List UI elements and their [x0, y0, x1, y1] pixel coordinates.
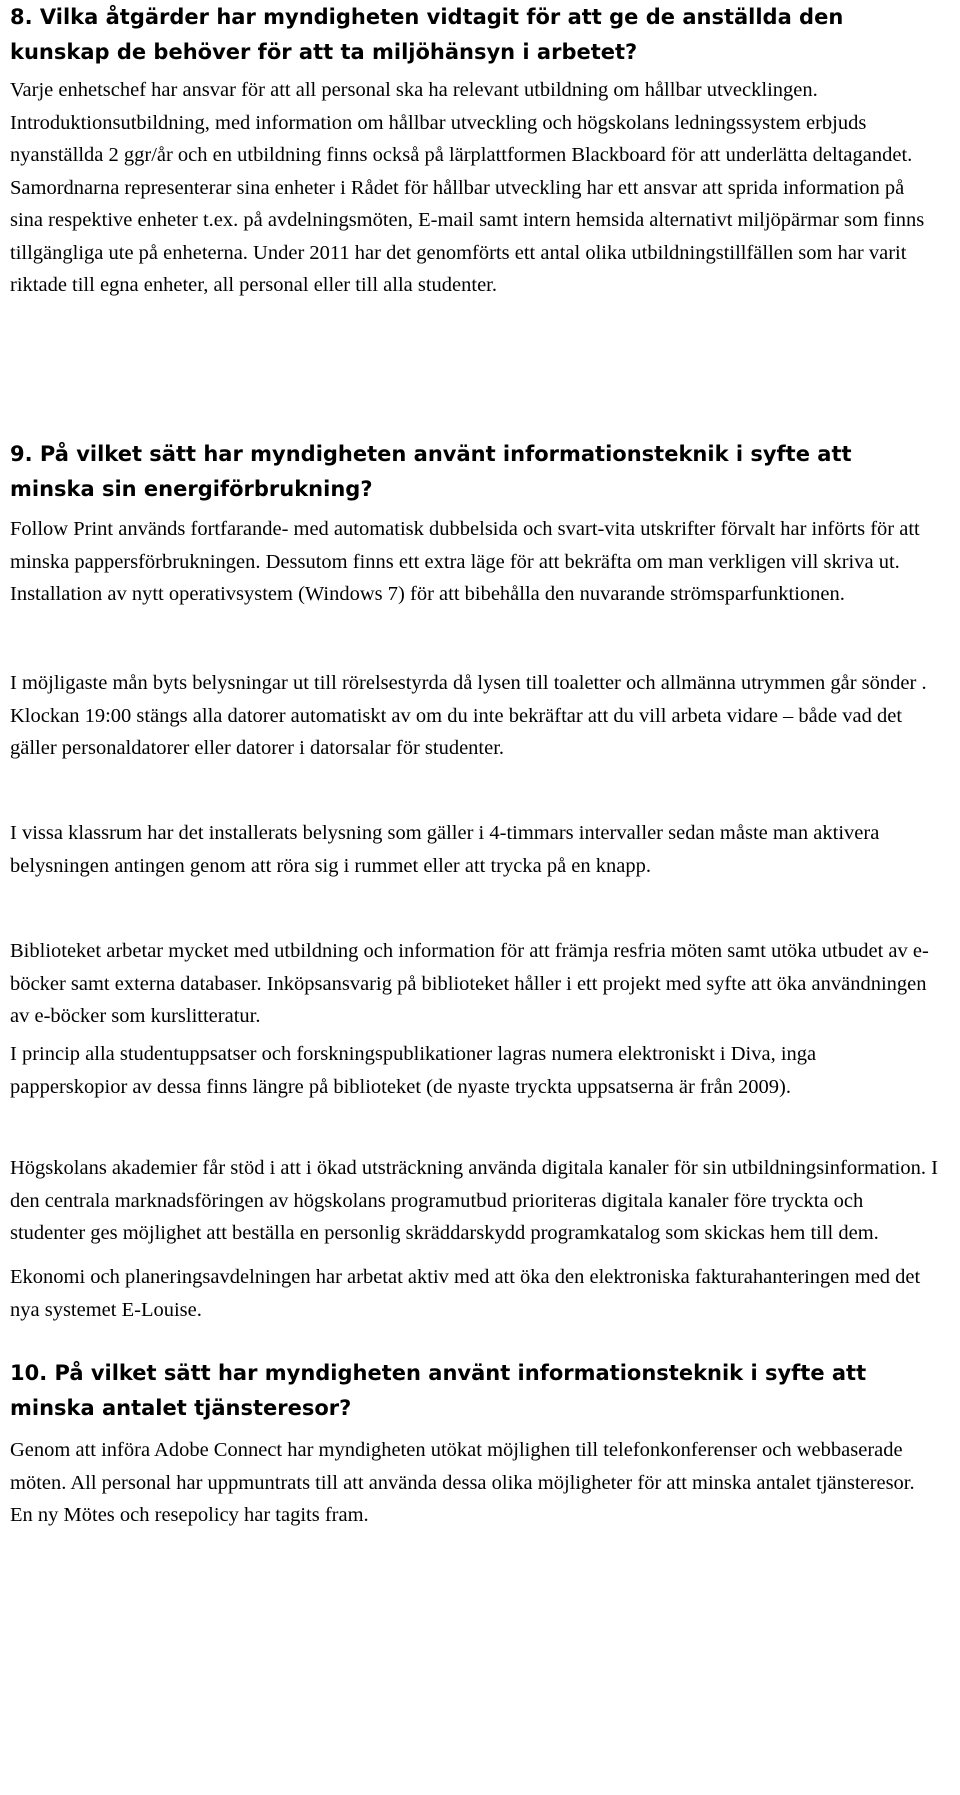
section-9-paragraph-classrooms: I vissa klassrum har det installerats belysning som gäller i 4-timmars intervaller sedan måste man aktivera belysningen antingen genom att röra sig i rummet eller att trycka på en knapp.: [10, 822, 880, 877]
section-9-paragraph-printing: Follow Print används fortfarande- med automatisk dubbelsida och svart-vita utskrifter förvalt har införts för att minska pappersförbrukningen. Dessutom finns ett extra läge för att bekräfta om man verkligen vill skriva ut. Installation av nytt operativsystem (Windows 7) för att bibehålla den nuvarande strömsparfunktionen.: [10, 518, 920, 605]
section-8-paragraph: Varje enhetschef har ansvar för att all personal ska ha relevant utbildning om hållbar utvecklingen. Introduktionsutbildning, med information om hållbar utveckling och högskolans ledningssystem erbjuds nyanställda 2 ggr/år och en utbildning finns också på lärplattformen Blackboard för att underlätta deltagandet. Samordnarna representerar sina enheter i Rådet för hållbar utveckling har ett ansvar att sprida information på sina respektive enheter t.ex. på avdelningsmöten, E-mail samt intern hemsida alternativt miljöpärmar som finns tillgängliga ute på enheterna. Under 2011 har det genomförts ett antal olika utbildningstillfällen som har varit riktade till egna enheter, all personal eller till alla studenter.: [10, 79, 925, 296]
section-10-heading: 10. På vilket sätt har myndigheten använt informationsteknik i syfte att minska antalet tjänsteresor?: [10, 1361, 867, 1420]
section-9-paragraph-library: Biblioteket arbetar mycket med utbildning och information för att främja resfria möten samt utöka utbudet av e-böcker samt externa databaser. Inköpsansvarig på biblioteket håller i ett projekt med syfte att öka användningen av e-böcker som kurslitteratur.: [10, 940, 929, 1027]
section-9-paragraph-diva: I princip alla studentuppsatser och forskningspublikationer lagras numera elektroniskt i Diva, inga papperskopior av dessa finns längre på biblioteket (de nyaste tryckta uppsatserna är från 2009).: [10, 1043, 817, 1098]
section-9-heading: 9. På vilket sätt har myndigheten använt informationsteknik i syfte att minska sin energiförbrukning?: [10, 442, 852, 501]
section-10-paragraph: Genom att införa Adobe Connect har myndigheten utökat möjlighen till telefonkonferenser och webbaserade möten. All personal har uppmuntrats till att använda dessa olika möjligheter för att minska antalet tjänsteresor. En ny Mötes och resepolicy har tagits fram.: [10, 1439, 915, 1526]
section-9-paragraph-invoicing: Ekonomi och planeringsavdelningen har arbetat aktiv med att öka den elektroniska fakturahanteringen med det nya systemet E-Louise.: [10, 1266, 921, 1321]
section-9-paragraph-lighting: I möjligaste mån byts belysningar ut till rörelsestyrda då lysen till toaletter och allmänna utrymmen går sönder . Klockan 19:00 stängs alla datorer automatiskt av om du inte bekräftar att du vill arbeta vidare – både vad det gäller personaldatorer eller datorer i datorsalar för studenter.: [10, 672, 927, 759]
section-8-heading: 8. Vilka åtgärder har myndigheten vidtagit för att ge de anställda den kunskap de behöver för att ta miljöhänsyn i arbetet?: [10, 5, 844, 64]
section-9-paragraph-academies: Högskolans akademier får stöd i att i ökad utsträckning använda digitala kanaler för sin utbildningsinformation. I den centrala marknadsföringen av högskolans programutbud prioriteras digitala kanaler före tryckta och studenter ges möjlighet att beställa en personlig skräddarskydd programkatalog som skickas hem till dem.: [10, 1157, 938, 1244]
